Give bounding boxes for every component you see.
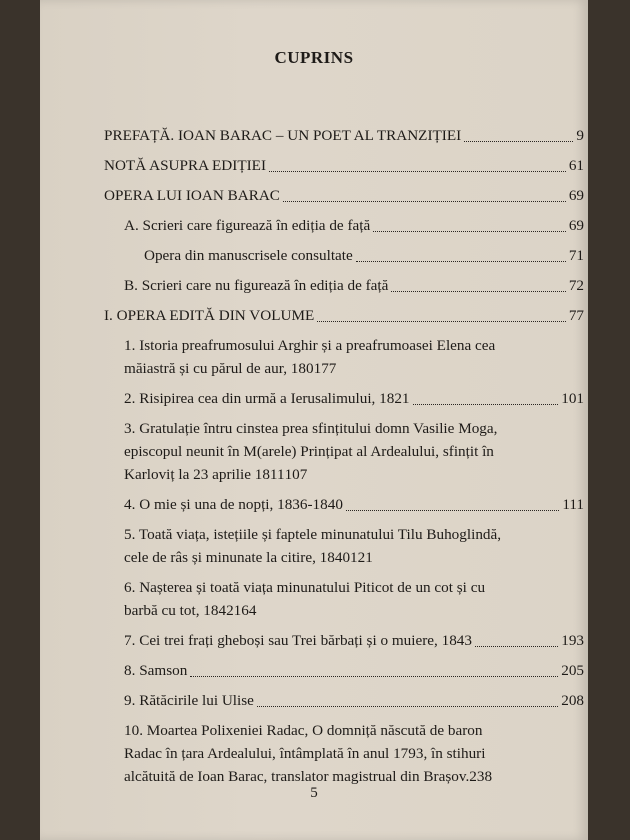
toc-entry-page: 69 (568, 217, 584, 234)
toc-entry (124, 493, 584, 516)
toc-entry-page: 72 (568, 277, 584, 294)
toc-entry (124, 689, 584, 712)
toc-entry (124, 523, 584, 569)
toc-entry-page: 77 (568, 307, 584, 324)
page-title: CUPRINS (274, 48, 354, 67)
toc-entry (124, 387, 584, 410)
toc-entry-line: cele de râs și minunate la citire, 1840 (124, 549, 351, 566)
toc-entry-line: Karloviț la 23 aprilie 1811 (124, 466, 285, 483)
toc-entry-title: 7. Cei trei frați gheboși sau Trei bărbați și o muiere, 1843 (124, 632, 472, 649)
toc-entry-page: 121 (350, 549, 373, 566)
toc-entry-title: PREFAȚĂ. IOAN BARAC – UN POET AL TRANZIȚIEI (104, 127, 462, 144)
toc-entry (124, 214, 584, 237)
toc-entry-line: alcătuită de Ioan Barac, translator magistrual din Brașov. (124, 768, 470, 785)
toc-entry-page: 101 (561, 390, 584, 407)
toc-entry-title: NOTĂ ASUPRA EDIȚIEI (104, 157, 266, 174)
toc-entry-title: 2. Risipirea cea din urmă a Ierusalimului, 1821 (124, 390, 410, 407)
dot-leader (257, 705, 558, 707)
toc-entry-title: I. OPERA EDITĂ DIN VOLUME (104, 307, 315, 324)
page-number: 5 (310, 785, 318, 801)
toc-entry (124, 417, 584, 486)
toc-entry-line: 6. Nașterea și toată viața minunatului Piticot de un cot și cu (124, 579, 486, 596)
book-page (40, 0, 588, 840)
toc-entry-page: 111 (562, 496, 584, 513)
dot-leader (283, 200, 566, 202)
toc-entry-page: 9 (576, 127, 584, 144)
toc-entry-title: A. Scrieri care figurează în ediția de față (124, 217, 371, 234)
dot-leader (356, 260, 566, 262)
toc-entry (124, 334, 584, 380)
toc-entry-title: OPERA LUI IOAN BARAC (104, 187, 280, 204)
toc-entry-line: 10. Moartea Polixeniei Radac, O domniță născută de baron (124, 722, 483, 739)
toc-entry (104, 184, 584, 207)
toc-entry-title: 9. Rătăcirile lui Ulise (124, 692, 254, 709)
toc-entry-page: 238 (469, 768, 493, 785)
toc-entry-page: 107 (284, 466, 308, 483)
dot-leader (391, 290, 565, 292)
toc-entry-line: Radac în țara Ardealului, întâmplată în anul 1793, în stihuri (124, 745, 486, 762)
dot-leader (464, 140, 573, 142)
toc-entry-line: măiastră și cu părul de aur, 1801 (124, 360, 322, 377)
toc-entry-page: 71 (568, 247, 584, 264)
toc-entry (124, 719, 584, 788)
toc-entry-title: Opera din manuscrisele consultate (144, 247, 353, 264)
toc-entry (104, 124, 584, 147)
toc-entry (104, 304, 584, 327)
toc-entry-page: 208 (561, 692, 584, 709)
toc-entry-line: episcopul neunit în M(arele) Prințipat al Ardealului, sfințit în (124, 443, 494, 460)
toc-entry-page: 77 (321, 360, 337, 377)
toc-entry-title: 4. O mie și una de nopți, 1836-1840 (124, 496, 343, 513)
toc-entry-page: 61 (568, 157, 584, 174)
toc-entry (144, 244, 584, 267)
dot-leader (317, 320, 566, 322)
dot-leader (373, 230, 566, 232)
toc-entry (124, 629, 584, 652)
dot-leader (346, 509, 559, 511)
dot-leader (269, 170, 566, 172)
toc-entry-line: 1. Istoria preafrumosului Arghir și a preafrumoasei Elena cea (124, 337, 496, 354)
toc-entry (124, 576, 584, 622)
dot-leader (475, 645, 558, 647)
toc-entry (124, 659, 584, 682)
dot-leader (190, 675, 558, 677)
toc-entry (124, 274, 584, 297)
toc-entry-title: B. Scrieri care nu figurează în ediția de față (124, 277, 389, 294)
dot-leader (413, 403, 559, 405)
toc-entry-page: 69 (568, 187, 584, 204)
toc-entry-line: 3. Gratulație întru cinstea prea sfințitului domn Vasilie Moga, (124, 420, 498, 437)
table-of-contents (104, 124, 584, 795)
toc-entry-page: 205 (561, 662, 584, 679)
toc-entry-title: 8. Samson (124, 662, 188, 679)
toc-entry-page: 164 (233, 602, 257, 619)
toc-entry-line: barbă cu tot, 1842 (124, 602, 234, 619)
toc-entry (104, 154, 584, 177)
toc-entry-page: 193 (561, 632, 584, 649)
toc-entry-line: 5. Toată viața, istețiile și faptele minunatului Tilu Buhoglindă, (124, 526, 502, 543)
